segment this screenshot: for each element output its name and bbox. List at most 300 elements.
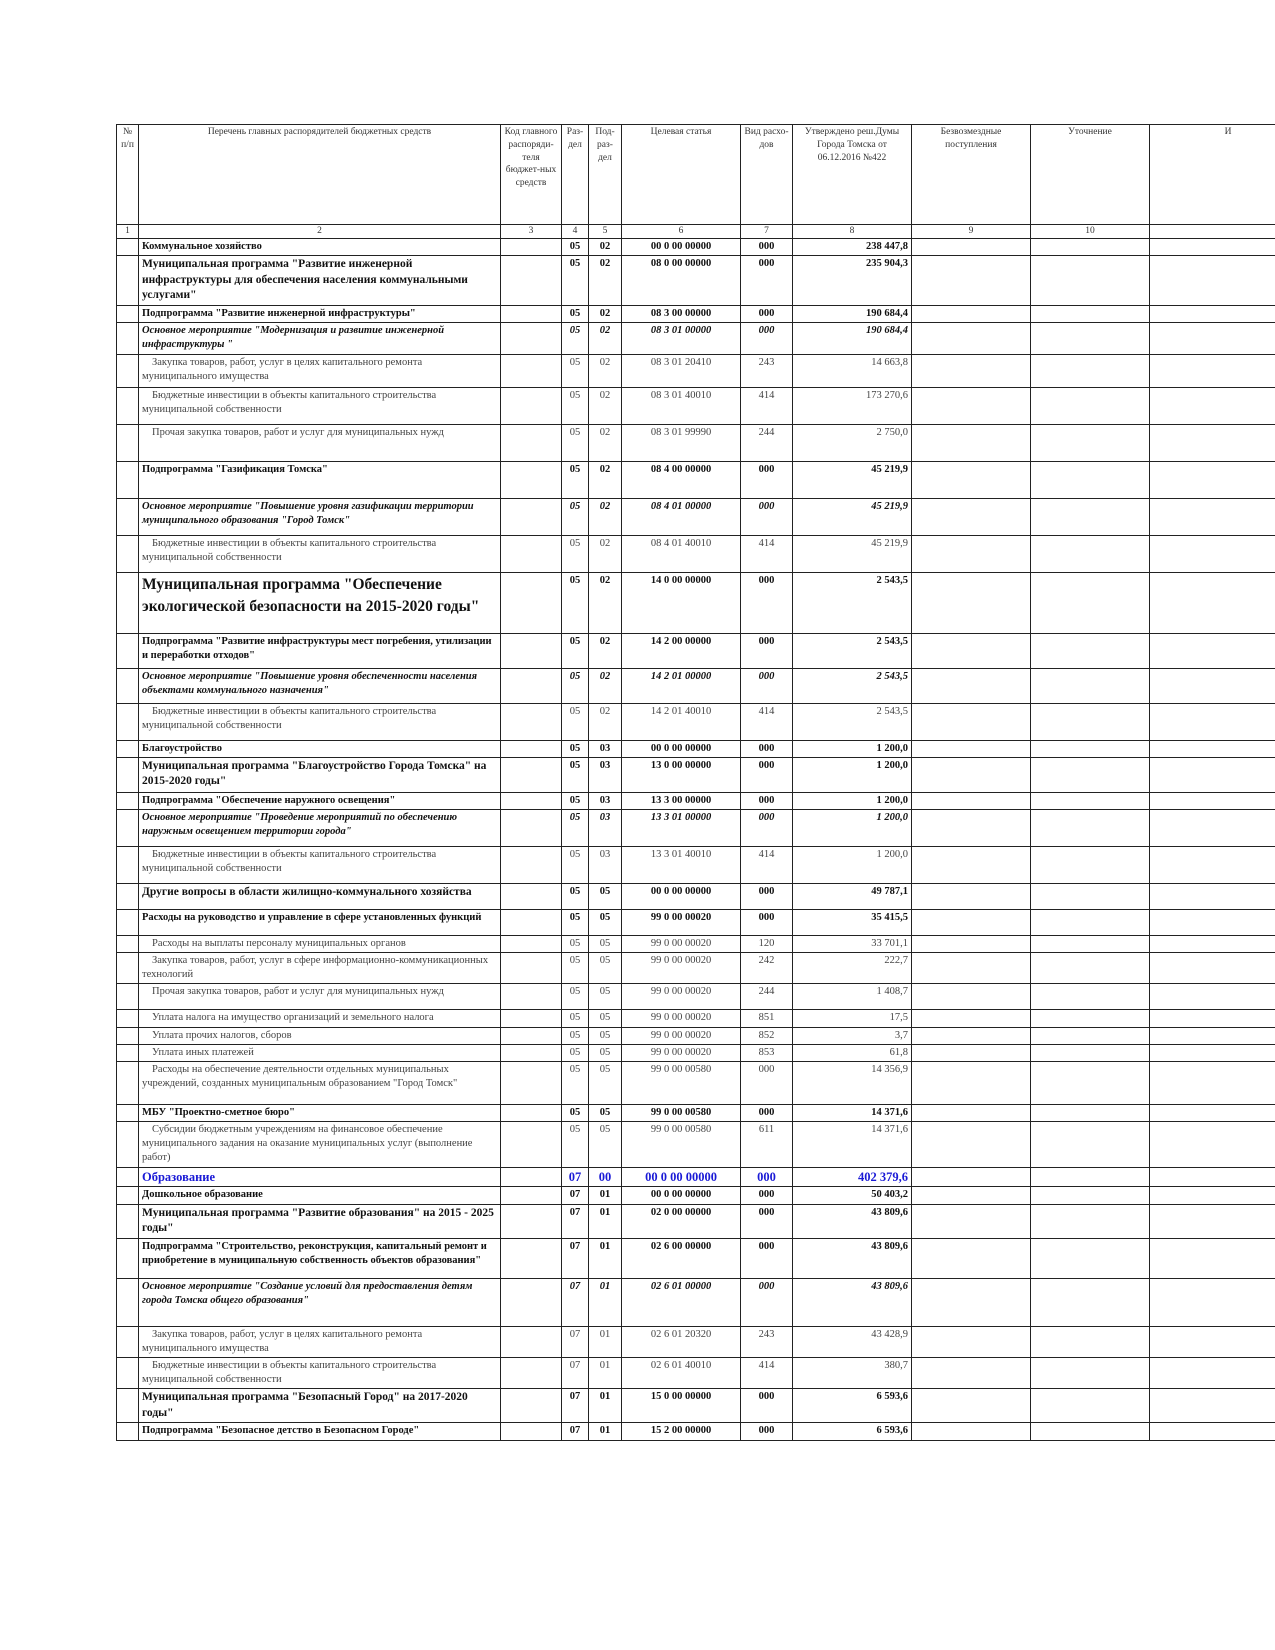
expense-type-cell: 414 [741, 1357, 793, 1388]
target-article-cell: 99 0 00 00020 [622, 953, 741, 984]
subsection-cell: 05 [589, 1010, 622, 1027]
table-row [117, 984, 1275, 1010]
grants-cell [912, 740, 1031, 757]
grants-cell [912, 498, 1031, 535]
table-row [117, 424, 1275, 461]
section-cell: 05 [562, 387, 589, 424]
subsection-cell: 03 [589, 740, 622, 757]
header-cell: Уточнение [1031, 125, 1150, 225]
adjustment-cell [1031, 535, 1150, 572]
subsection-cell: 02 [589, 461, 622, 498]
total-cell [1150, 305, 1275, 322]
target-article-cell: 99 0 00 00020 [622, 1044, 741, 1061]
section-cell: 05 [562, 846, 589, 883]
subsection-cell: 02 [589, 424, 622, 461]
target-article-cell: 00 0 00 00000 [622, 740, 741, 757]
total-cell [1150, 1044, 1275, 1061]
adjustment-cell [1031, 1061, 1150, 1104]
approved-amount-cell: 14 356,9 [793, 1061, 912, 1104]
target-article-cell: 02 6 01 00000 [622, 1278, 741, 1326]
target-article-cell: 14 2 01 40010 [622, 703, 741, 740]
grants-cell [912, 1010, 1031, 1027]
expense-type-cell: 414 [741, 387, 793, 424]
table-row [117, 1044, 1275, 1061]
adjustment-cell [1031, 305, 1150, 322]
total-cell [1150, 984, 1275, 1010]
grants-cell [912, 909, 1031, 935]
approved-amount-cell: 14 663,8 [793, 354, 912, 387]
approved-amount-cell: 6 593,6 [793, 1423, 912, 1440]
section-cell: 05 [562, 883, 589, 909]
total-cell [1150, 935, 1275, 952]
grbs-code-cell [501, 1061, 562, 1104]
section-cell: 05 [562, 572, 589, 633]
adjustment-cell [1031, 1104, 1150, 1121]
target-article-cell: 02 6 01 40010 [622, 1357, 741, 1388]
row-name-cell: Дошкольное образование [139, 1187, 501, 1204]
total-cell [1150, 354, 1275, 387]
approved-amount-cell: 2 543,5 [793, 572, 912, 633]
grbs-code-cell [501, 255, 562, 305]
adjustment-cell [1031, 809, 1150, 846]
section-cell: 07 [562, 1423, 589, 1440]
target-article-cell: 08 3 01 00000 [622, 323, 741, 354]
approved-amount-cell: 45 219,9 [793, 461, 912, 498]
table-row [117, 633, 1275, 668]
column-number [1150, 225, 1275, 239]
section-cell: 07 [562, 1278, 589, 1326]
row-name-cell: Основное мероприятие "Проведение мероприятий по обеспечению наружным освещением территории города" [139, 809, 501, 846]
adjustment-cell [1031, 354, 1150, 387]
approved-amount-cell: 2 750,0 [793, 424, 912, 461]
row-number-cell [117, 572, 139, 633]
row-name-cell: Подпрограмма "Развитие инженерной инфраструктуры" [139, 305, 501, 322]
expense-type-cell: 000 [741, 740, 793, 757]
section-cell: 05 [562, 238, 589, 255]
table-row [117, 1204, 1275, 1238]
grants-cell [912, 703, 1031, 740]
subsection-cell: 02 [589, 323, 622, 354]
section-cell: 05 [562, 953, 589, 984]
row-number-cell [117, 305, 139, 322]
target-article-cell: 08 4 01 40010 [622, 535, 741, 572]
row-name-cell: Муниципальная программа "Благоустройство Города Томска" на 2015-2020 годы" [139, 757, 501, 792]
approved-amount-cell: 380,7 [793, 1357, 912, 1388]
expense-type-cell: 000 [741, 1238, 793, 1278]
table-row [117, 703, 1275, 740]
grbs-code-cell [501, 424, 562, 461]
total-cell [1150, 703, 1275, 740]
row-number-cell [117, 668, 139, 703]
row-name-cell: Благоустройство [139, 740, 501, 757]
total-cell [1150, 461, 1275, 498]
subsection-cell: 02 [589, 498, 622, 535]
adjustment-cell [1031, 498, 1150, 535]
adjustment-cell [1031, 1167, 1150, 1187]
expense-type-cell: 853 [741, 1044, 793, 1061]
row-number-cell [117, 1357, 139, 1388]
approved-amount-cell: 235 904,3 [793, 255, 912, 305]
table-row [117, 909, 1275, 935]
subsection-cell: 01 [589, 1238, 622, 1278]
expense-type-cell: 120 [741, 935, 793, 952]
grants-cell [912, 255, 1031, 305]
row-number-cell [117, 461, 139, 498]
table-row [117, 1061, 1275, 1104]
row-name-cell: Основное мероприятие "Повышение уровня обеспеченности населения объектами коммунального назначения" [139, 668, 501, 703]
grbs-code-cell [501, 909, 562, 935]
row-name-cell: Подпрограмма "Строительство, реконструкция, капитальный ремонт и приобретение в муниципальную собственность объектов образования" [139, 1238, 501, 1278]
total-cell [1150, 668, 1275, 703]
row-number-cell [117, 792, 139, 809]
row-number-cell [117, 953, 139, 984]
grbs-code-cell [501, 1238, 562, 1278]
total-cell [1150, 792, 1275, 809]
row-name-cell: Уплата налога на имущество организаций и земельного налога [139, 1010, 501, 1027]
target-article-cell: 99 0 00 00020 [622, 984, 741, 1010]
table-row [117, 1027, 1275, 1044]
total-cell [1150, 1104, 1275, 1121]
table-row [117, 255, 1275, 305]
row-number-cell [117, 1061, 139, 1104]
adjustment-cell [1031, 1122, 1150, 1168]
expense-type-cell: 000 [741, 572, 793, 633]
approved-amount-cell: 2 543,5 [793, 668, 912, 703]
column-number: 5 [589, 225, 622, 239]
total-cell [1150, 1027, 1275, 1044]
subsection-cell: 02 [589, 572, 622, 633]
section-cell: 05 [562, 633, 589, 668]
target-article-cell: 08 0 00 00000 [622, 255, 741, 305]
section-cell: 05 [562, 740, 589, 757]
subsection-cell: 05 [589, 935, 622, 952]
grants-cell [912, 461, 1031, 498]
subsection-cell: 02 [589, 703, 622, 740]
table-row [117, 535, 1275, 572]
adjustment-cell [1031, 1389, 1150, 1423]
approved-amount-cell: 33 701,1 [793, 935, 912, 952]
section-cell: 05 [562, 909, 589, 935]
section-cell: 05 [562, 668, 589, 703]
row-number-cell [117, 984, 139, 1010]
grbs-code-cell [501, 809, 562, 846]
row-number-cell [117, 809, 139, 846]
adjustment-cell [1031, 255, 1150, 305]
expense-type-cell: 000 [741, 255, 793, 305]
row-number-cell [117, 498, 139, 535]
grants-cell [912, 1423, 1031, 1440]
target-article-cell: 02 6 00 00000 [622, 1238, 741, 1278]
approved-amount-cell: 2 543,5 [793, 703, 912, 740]
grbs-code-cell [501, 740, 562, 757]
row-name-cell: Основное мероприятие "Повышение уровня газификации территории муниципального образования "Город Томск" [139, 498, 501, 535]
subsection-cell: 02 [589, 238, 622, 255]
expense-type-cell: 243 [741, 354, 793, 387]
approved-amount-cell: 173 270,6 [793, 387, 912, 424]
subsection-cell: 05 [589, 883, 622, 909]
adjustment-cell [1031, 953, 1150, 984]
subsection-cell: 03 [589, 846, 622, 883]
grants-cell [912, 1027, 1031, 1044]
subsection-cell: 05 [589, 1122, 622, 1168]
target-article-cell: 02 6 01 20320 [622, 1326, 741, 1357]
header-row [117, 125, 1275, 225]
row-number-cell [117, 1238, 139, 1278]
adjustment-cell [1031, 1044, 1150, 1061]
grants-cell [912, 1238, 1031, 1278]
column-number: 4 [562, 225, 589, 239]
row-name-cell: Основное мероприятие "Создание условий для предоставления детям города Томска общего образования" [139, 1278, 501, 1326]
row-name-cell: Расходы на обеспечение деятельности отдельных муниципальных учреждений, созданных муниципальным образованием "Город Томск" [139, 1061, 501, 1104]
approved-amount-cell: 1 200,0 [793, 792, 912, 809]
column-number: 10 [1031, 225, 1150, 239]
total-cell [1150, 255, 1275, 305]
section-cell: 07 [562, 1204, 589, 1238]
grants-cell [912, 1389, 1031, 1423]
table-row [117, 354, 1275, 387]
row-number-cell [117, 1326, 139, 1357]
grbs-code-cell [501, 703, 562, 740]
header-cell: Утверждено реш.Думы Города Томска от 06.12.2016 №422 [793, 125, 912, 225]
expense-type-cell: 000 [741, 1104, 793, 1121]
row-number-cell [117, 703, 139, 740]
grants-cell [912, 535, 1031, 572]
subsection-cell: 05 [589, 1044, 622, 1061]
row-number-cell [117, 1389, 139, 1423]
expense-type-cell: 000 [741, 1389, 793, 1423]
grbs-code-cell [501, 846, 562, 883]
expense-type-cell: 000 [741, 757, 793, 792]
grbs-code-cell [501, 387, 562, 424]
approved-amount-cell: 1 408,7 [793, 984, 912, 1010]
grants-cell [912, 757, 1031, 792]
column-number: 2 [139, 225, 501, 239]
header-cell: № п/п [117, 125, 139, 225]
subsection-cell: 03 [589, 757, 622, 792]
row-name-cell: Бюджетные инвестиции в объекты капитального строительства муниципальной собственности [139, 387, 501, 424]
target-article-cell: 14 2 01 00000 [622, 668, 741, 703]
total-cell [1150, 883, 1275, 909]
grants-cell [912, 572, 1031, 633]
grbs-code-cell [501, 498, 562, 535]
row-name-cell: Уплата прочих налогов, сборов [139, 1027, 501, 1044]
row-number-cell [117, 238, 139, 255]
adjustment-cell [1031, 1010, 1150, 1027]
expense-type-cell: 000 [741, 909, 793, 935]
target-article-cell: 99 0 00 00020 [622, 1010, 741, 1027]
adjustment-cell [1031, 909, 1150, 935]
grants-cell [912, 354, 1031, 387]
approved-amount-cell: 3,7 [793, 1027, 912, 1044]
row-name-cell: Закупка товаров, работ, услуг в сфере информационно-коммуникационных технологий [139, 953, 501, 984]
target-article-cell: 08 4 01 00000 [622, 498, 741, 535]
section-cell: 07 [562, 1187, 589, 1204]
grants-cell [912, 935, 1031, 952]
subsection-cell: 01 [589, 1204, 622, 1238]
row-number-cell [117, 1027, 139, 1044]
grbs-code-cell [501, 461, 562, 498]
table-row [117, 935, 1275, 952]
expense-type-cell: 000 [741, 883, 793, 909]
table-row [117, 953, 1275, 984]
subsection-cell: 05 [589, 1061, 622, 1104]
target-article-cell: 08 4 00 00000 [622, 461, 741, 498]
subsection-cell: 01 [589, 1326, 622, 1357]
row-name-cell: Муниципальная программа "Развитие инженерной инфраструктуры для обеспечения населения коммунальными услугами" [139, 255, 501, 305]
section-cell: 05 [562, 424, 589, 461]
total-cell [1150, 846, 1275, 883]
table-row [117, 1104, 1275, 1121]
row-number-cell [117, 255, 139, 305]
table-row [117, 1238, 1275, 1278]
expense-type-cell: 000 [741, 668, 793, 703]
target-article-cell: 14 0 00 00000 [622, 572, 741, 633]
grants-cell [912, 792, 1031, 809]
budget-table [116, 124, 1275, 1441]
total-cell [1150, 633, 1275, 668]
section-cell: 05 [562, 1122, 589, 1168]
subsection-cell: 03 [589, 809, 622, 846]
row-name-cell: Субсидии бюджетным учреждениям на финансовое обеспечение муниципального задания на оказание муниципальных услуг (выполнение работ) [139, 1122, 501, 1168]
row-name-cell: Образование [139, 1167, 501, 1187]
header-cell: Целевая статья [622, 125, 741, 225]
header-cell: Раз-дел [562, 125, 589, 225]
total-cell [1150, 909, 1275, 935]
table-row [117, 792, 1275, 809]
subsection-cell: 02 [589, 387, 622, 424]
row-name-cell: Уплата иных платежей [139, 1044, 501, 1061]
total-cell [1150, 1167, 1275, 1187]
expense-type-cell: 000 [741, 1061, 793, 1104]
total-cell [1150, 535, 1275, 572]
expense-type-cell: 243 [741, 1326, 793, 1357]
grbs-code-cell [501, 572, 562, 633]
row-number-cell [117, 740, 139, 757]
approved-amount-cell: 43 428,9 [793, 1326, 912, 1357]
header-cell: Безвозмездные поступления [912, 125, 1031, 225]
row-name-cell: Муниципальная программа "Развитие образования" на 2015 - 2025 годы" [139, 1204, 501, 1238]
grbs-code-cell [501, 354, 562, 387]
grants-cell [912, 984, 1031, 1010]
total-cell [1150, 424, 1275, 461]
header-cell: И [1150, 125, 1275, 225]
grants-cell [912, 953, 1031, 984]
approved-amount-cell: 190 684,4 [793, 323, 912, 354]
approved-amount-cell: 43 809,6 [793, 1278, 912, 1326]
target-article-cell: 99 0 00 00580 [622, 1061, 741, 1104]
section-cell: 07 [562, 1238, 589, 1278]
subsection-cell: 01 [589, 1278, 622, 1326]
adjustment-cell [1031, 1326, 1150, 1357]
adjustment-cell [1031, 668, 1150, 703]
expense-type-cell: 414 [741, 846, 793, 883]
subsection-cell: 02 [589, 255, 622, 305]
grbs-code-cell [501, 792, 562, 809]
approved-amount-cell: 2 543,5 [793, 633, 912, 668]
section-cell: 05 [562, 255, 589, 305]
row-name-cell: Муниципальная программа "Безопасный Город" на 2017-2020 годы" [139, 1389, 501, 1423]
adjustment-cell [1031, 1278, 1150, 1326]
grbs-code-cell [501, 1010, 562, 1027]
section-cell: 05 [562, 535, 589, 572]
expense-type-cell: 000 [741, 238, 793, 255]
grbs-code-cell [501, 1326, 562, 1357]
adjustment-cell [1031, 792, 1150, 809]
total-cell [1150, 1423, 1275, 1440]
grbs-code-cell [501, 1357, 562, 1388]
column-number: 8 [793, 225, 912, 239]
expense-type-cell: 414 [741, 535, 793, 572]
table-row [117, 498, 1275, 535]
row-number-cell [117, 1122, 139, 1168]
grants-cell [912, 1104, 1031, 1121]
adjustment-cell [1031, 757, 1150, 792]
target-article-cell: 13 3 01 00000 [622, 809, 741, 846]
expense-type-cell: 611 [741, 1122, 793, 1168]
subsection-cell: 02 [589, 633, 622, 668]
table-row [117, 238, 1275, 255]
expense-type-cell: 000 [741, 1187, 793, 1204]
target-article-cell: 08 3 01 20410 [622, 354, 741, 387]
adjustment-cell [1031, 238, 1150, 255]
approved-amount-cell: 14 371,6 [793, 1104, 912, 1121]
subsection-cell: 05 [589, 1027, 622, 1044]
grbs-code-cell [501, 1278, 562, 1326]
grbs-code-cell [501, 305, 562, 322]
adjustment-cell [1031, 424, 1150, 461]
adjustment-cell [1031, 1187, 1150, 1204]
total-cell [1150, 387, 1275, 424]
expense-type-cell: 000 [741, 461, 793, 498]
grbs-code-cell [501, 1423, 562, 1440]
row-number-cell [117, 424, 139, 461]
target-article-cell: 99 0 00 00580 [622, 1122, 741, 1168]
row-name-cell: Бюджетные инвестиции в объекты капитального строительства муниципальной собственности [139, 846, 501, 883]
grbs-code-cell [501, 953, 562, 984]
target-article-cell: 13 0 00 00000 [622, 757, 741, 792]
adjustment-cell [1031, 633, 1150, 668]
expense-type-cell: 000 [741, 498, 793, 535]
subsection-cell: 05 [589, 984, 622, 1010]
adjustment-cell [1031, 846, 1150, 883]
table-row [117, 387, 1275, 424]
row-name-cell: Бюджетные инвестиции в объекты капитального строительства муниципальной собственности [139, 703, 501, 740]
row-name-cell: Прочая закупка товаров, работ и услуг для муниципальных нужд [139, 424, 501, 461]
approved-amount-cell: 43 809,6 [793, 1238, 912, 1278]
row-number-cell [117, 354, 139, 387]
grants-cell [912, 633, 1031, 668]
row-name-cell: Закупка товаров, работ, услуг в целях капитального ремонта муниципального имущества [139, 354, 501, 387]
row-name-cell: Прочая закупка товаров, работ и услуг для муниципальных нужд [139, 984, 501, 1010]
adjustment-cell [1031, 1423, 1150, 1440]
target-article-cell: 99 0 00 00580 [622, 1104, 741, 1121]
row-number-cell [117, 1204, 139, 1238]
target-article-cell: 99 0 00 00020 [622, 909, 741, 935]
target-article-cell: 02 0 00 00000 [622, 1204, 741, 1238]
grants-cell [912, 1278, 1031, 1326]
column-number: 9 [912, 225, 1031, 239]
grbs-code-cell [501, 1167, 562, 1187]
section-cell: 05 [562, 792, 589, 809]
total-cell [1150, 757, 1275, 792]
row-number-cell [117, 633, 139, 668]
row-name-cell: Подпрограмма "Развитие инфраструктуры мест погребения, утилизации и переработки отходов" [139, 633, 501, 668]
grants-cell [912, 387, 1031, 424]
row-name-cell: МБУ "Проектно-сметное бюро" [139, 1104, 501, 1121]
row-number-cell [117, 1104, 139, 1121]
row-number-cell [117, 757, 139, 792]
grbs-code-cell [501, 1027, 562, 1044]
